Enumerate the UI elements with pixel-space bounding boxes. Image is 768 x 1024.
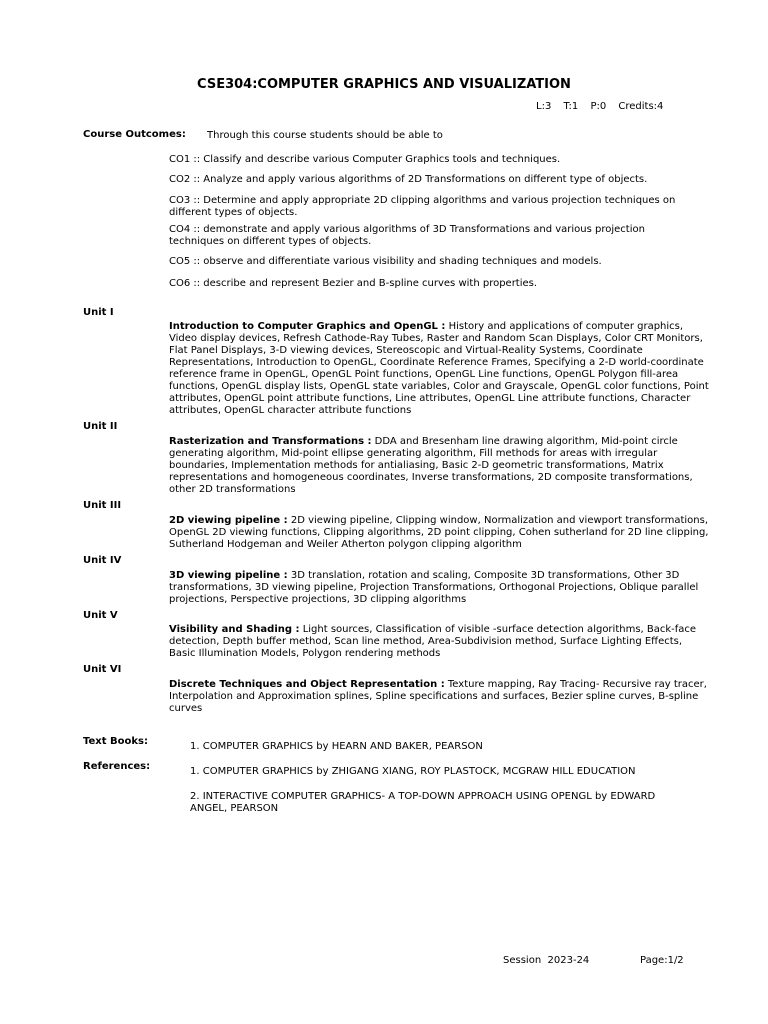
unit-4-heading: 3D viewing pipeline : — [169, 570, 288, 581]
unit-2-heading: Rasterization and Transformations : — [169, 436, 372, 447]
page-number: Page:1/2 — [640, 955, 684, 966]
unit-2-content — [169, 436, 709, 496]
text-books-label: Text Books: — [83, 736, 148, 747]
unit-5-heading: Visibility and Shading : — [169, 624, 300, 635]
course-outcome-1: CO1 :: Classify and describe various Computer Graphics tools and techniques. — [169, 154, 561, 165]
unit-6-text: Texture mapping, Ray Tracing- Recursive ray tracer, Interpolation and Approximation splines, Spline specifications and surfaces, Bezier spline curves, B-spline curves — [169, 679, 707, 714]
tutorial-hours: T:1 — [563, 101, 579, 112]
unit-6-label: Unit VI — [83, 664, 122, 675]
course-outcome-3: CO3 :: Determine and apply appropriate 2D clipping algorithms and various projection techniques on different types of objects. — [169, 195, 676, 218]
credits-count: Credits:4 — [618, 101, 664, 112]
unit-4-content — [169, 570, 709, 606]
course-outcome-4: CO4 :: demonstrate and apply various algorithms of 3D Transformations and various projection techniques on different types of objects. — [169, 224, 645, 247]
course-outcome-5: CO5 :: observe and differentiate various visibility and shading techniques and models. — [169, 256, 602, 267]
unit-5-label: Unit V — [83, 610, 118, 621]
unit-4-label: Unit IV — [83, 555, 122, 566]
unit-3-text: 2D viewing pipeline, Clipping window, Normalization and viewport transformations, OpenGL 2D viewing functions, Clipping algorithms, 2D point clipping, Cohen sutherland for 2D line clipping, Sutherland Hodgeman and Weiler Atherton polygon clipping algorithm — [169, 515, 709, 550]
reference-1: 1. COMPUTER GRAPHICS by ZHIGANG XIANG, ROY PLASTOCK, MCGRAW HILL EDUCATION — [190, 766, 636, 777]
course-outcome-2: CO2 :: Analyze and apply various algorithms of 2D Transformations on different type of objects. — [169, 174, 648, 185]
unit-4-text: 3D translation, rotation and scaling, Composite 3D transformations, Other 3D transformations, 3D viewing pipeline, Projection Transformations, Orthogonal Projections, Oblique parallel projections, Perspective projections, 3D clipping algorithms — [169, 570, 699, 605]
unit-1-content — [169, 321, 709, 417]
course-outcome-6: CO6 :: describe and represent Bezier and B-spline curves with properties. — [169, 278, 538, 289]
unit-6-content — [169, 679, 709, 715]
unit-1-label: Unit I — [83, 307, 114, 318]
unit-2-text: DDA and Bresenham line drawing algorithm, Mid-point circle generating algorithm, Mid-point ellipse generating algorithm, Fill methods for areas with irregular boundaries, Implementation methods for antialiasing, Basic 2-D geometric transformations, Matrix representations and homogeneous coordinates, Inverse transformations, 2D composite transformations, other 2D transformations — [169, 436, 693, 495]
unit-3-heading: 2D viewing pipeline : — [169, 515, 288, 526]
unit-3-content — [169, 515, 709, 551]
lecture-hours: L:3 — [536, 101, 552, 112]
unit-2-label: Unit II — [83, 421, 118, 432]
credits-line — [536, 101, 663, 113]
practical-hours: P:0 — [590, 101, 607, 112]
references-label: References: — [83, 761, 151, 772]
course-outcomes-intro: Through this course students should be able to — [207, 130, 443, 141]
unit-1-heading: Introduction to Computer Graphics and OpenGL : — [169, 321, 446, 332]
unit-1-text: History and applications of computer graphics, Video display devices, Refresh Cathode-Ray Tubes, Raster and Random Scan Displays, Color CRT Monitors, Flat Panel Displays, 3-D viewing devices, Stereoscopic and Virtual-Reality Systems, Coordinate Representations, Introduction to OpenGL, Coordinate Reference Frames, Specifying a 2-D world-coordinate reference frame in OpenGL, OpenGL Point functions, OpenGL Line functions, OpenGL Polygon fill-area functions, OpenGL display lists, OpenGL state variables, Color and Grayscale, OpenGL color functions, Point attributes, OpenGL point attribute functions, Line attributes, OpenGL Line attribute functions, Character attributes, OpenGL character attribute functions — [169, 321, 709, 416]
page-title: CSE304:COMPUTER GRAPHICS AND VISUALIZATION — [197, 77, 571, 92]
session-label: Session 2023-24 — [503, 955, 590, 966]
text-book-1: 1. COMPUTER GRAPHICS by HEARN AND BAKER, PEARSON — [190, 741, 483, 752]
unit-3-label: Unit III — [83, 500, 122, 511]
reference-2: 2. INTERACTIVE COMPUTER GRAPHICS- A TOP-DOWN APPROACH USING OPENGL by EDWARD ANGEL, PEARSON — [190, 791, 656, 814]
course-outcomes-label: Course Outcomes: — [83, 129, 186, 140]
unit-5-text: Light sources, Classification of visible -surface detection algorithms, Back-face detection, Depth buffer method, Scan line method, Area-Subdivision method, Surface Lighting Effects, Basic Illumination Models, Polygon rendering methods — [169, 624, 697, 659]
unit-6-heading: Discrete Techniques and Object Representation : — [169, 679, 445, 690]
unit-5-content — [169, 624, 709, 660]
